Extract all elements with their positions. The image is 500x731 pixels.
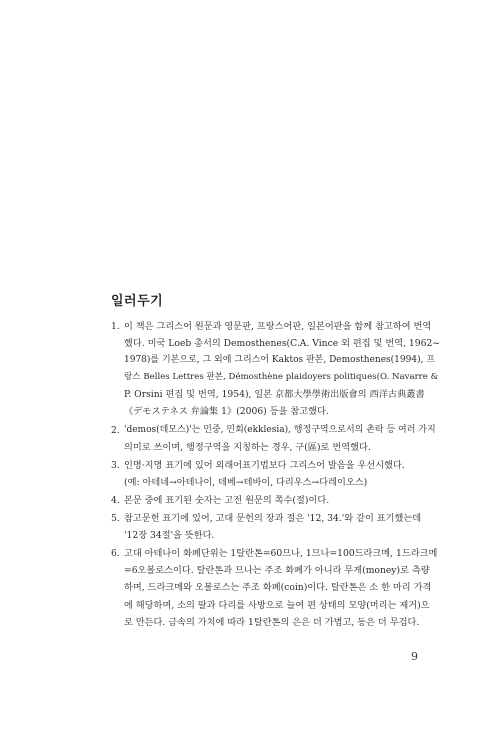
note-item bbox=[111, 492, 441, 509]
note-line: '12장 34절'을 뜻한다. bbox=[124, 530, 215, 542]
note-line: 고대 아테나이 화폐단위는 1탈란톤=60므나, 1므나=100드라크메, 1드라크메 bbox=[124, 548, 438, 560]
note-line: (예: 아테네→아테나이, 테베→테바이, 다리우스→다레이오스) bbox=[124, 476, 368, 488]
note-item bbox=[111, 545, 441, 630]
note-line: 1978)를 기본으로, 그 외에 그리스어 Kaktos 판본, Demosthenes(1994), 프 bbox=[124, 355, 436, 366]
note-line: 로 만든다. 금속의 가치에 따라 1탈란톤의 은은 더 가볍고, 동은 더 무겁다. bbox=[124, 616, 420, 628]
note-line: 본문 중에 표기된 숫자는 고전 원문의 쪽수(절)이다. bbox=[124, 494, 330, 506]
note-number: 6. bbox=[111, 548, 120, 560]
section-heading: 일러두기 bbox=[111, 294, 164, 309]
note-line: =6오볼로스이다. 탈란톤과 므나는 주조 화폐가 아니라 무게(money)로 측량 bbox=[124, 565, 430, 577]
note-line: 하며, 드라크메와 오볼로스는 주조 화폐(coin)이다. 탈란톤은 소 한 마리 가격 bbox=[124, 582, 432, 594]
note-line: P. Orsini 편집 및 번역, 1954), 일본 京都大學學術出版會의 西洋古典叢書 bbox=[124, 389, 425, 401]
note-number: 3. bbox=[111, 459, 120, 471]
note-item bbox=[111, 457, 441, 491]
note-number: 1. bbox=[111, 321, 120, 332]
note-line: 이 책은 그리스어 원문과 영문판, 프랑스어판, 일본어판을 함께 참고하여 번역 bbox=[124, 321, 432, 332]
notes-list bbox=[111, 318, 441, 632]
page-number: 9 bbox=[411, 650, 418, 663]
note-item bbox=[111, 510, 441, 544]
note-line: 'demos(데모스)'는 민중, 민회(ekklesia), 행정구역으로서의 촌락 등 여러 가지 bbox=[124, 424, 436, 435]
note-line: 에 해당하며, 소의 팔과 다리를 사방으로 늘여 편 상태의 모양(머리는 제거)으 bbox=[124, 599, 430, 611]
note-item bbox=[111, 318, 441, 421]
note-line: 인명·지명 표기에 있어 외래어표기법보다 그리스어 발음을 우선시했다. bbox=[124, 459, 405, 471]
note-line: 했다. 미국 Loeb 총서의 Demosthenes(C.A. Vince 외 편집 및 번역, 1962~ bbox=[124, 338, 441, 350]
note-line: 《デモステネス 弁論集 1》(2006) 등을 참고했다. bbox=[124, 406, 329, 418]
note-number: 4. bbox=[111, 494, 120, 506]
note-item bbox=[111, 422, 441, 456]
note-line: 랑스 Belles Lettres 판본, Démosthène plaidoyers politiques(O. Navarre & bbox=[124, 372, 439, 383]
note-line: 참고문헌 표기에 있어, 고대 문헌의 장과 절은 '12, 34.'와 같이 표기했는데 bbox=[124, 513, 422, 525]
note-number: 2. bbox=[111, 424, 120, 436]
note-line: 의미로 쓰이며, 행정구역을 지칭하는 경우, 구(區)로 번역했다. bbox=[124, 441, 371, 453]
note-number: 5. bbox=[111, 513, 120, 525]
